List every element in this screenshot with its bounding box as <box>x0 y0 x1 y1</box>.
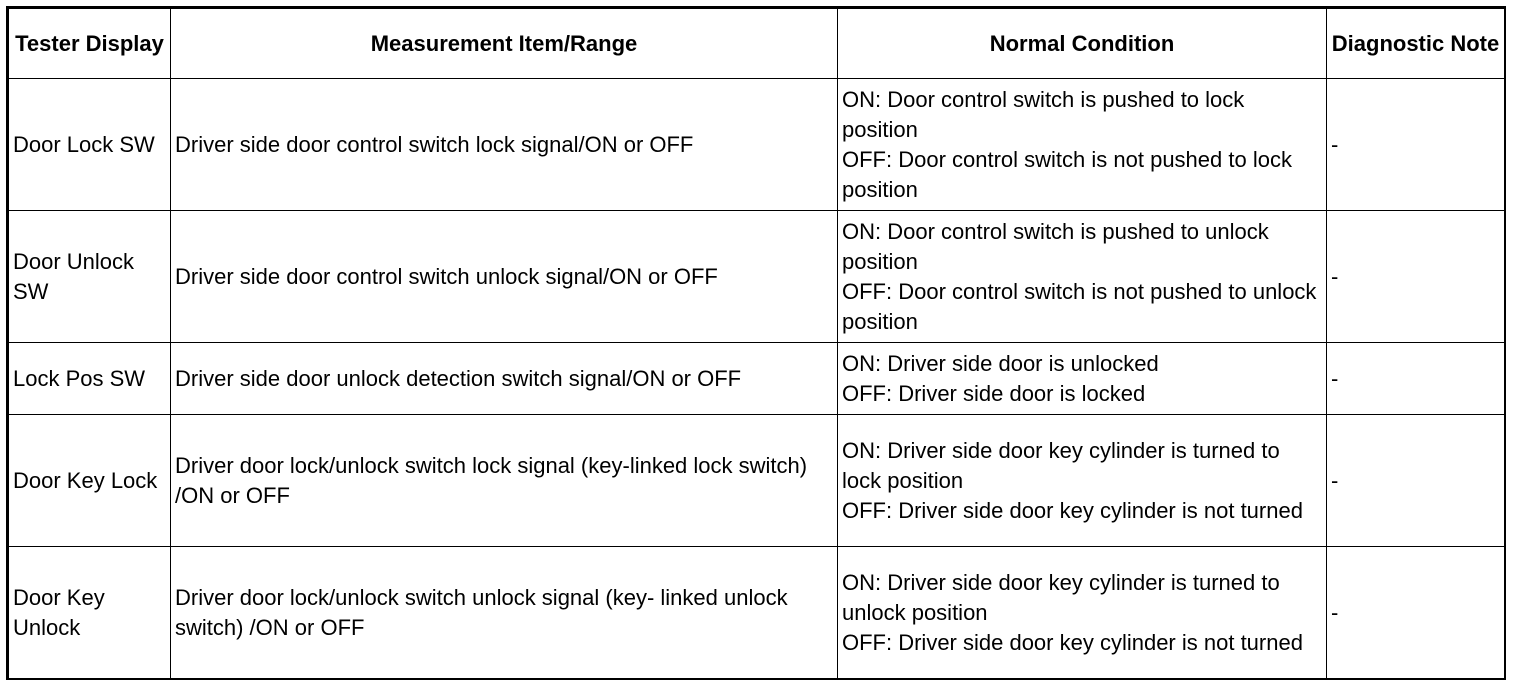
header-normal-condition: Normal Condition <box>838 9 1327 79</box>
normal-on-text: ON: Driver side door key cylinder is turned to unlock position <box>842 569 1280 625</box>
cell-diagnostic-note: - <box>1327 415 1505 547</box>
table-row <box>9 415 1505 547</box>
header-measurement: Measurement Item/Range <box>171 9 838 79</box>
cell-measurement: Driver door lock/unlock switch unlock signal (key- linked unlock switch) /ON or OFF <box>171 547 838 679</box>
data-list-table <box>8 8 1505 679</box>
cell-diagnostic-note: - <box>1327 343 1505 415</box>
table-row <box>9 79 1505 211</box>
cell-tester-display: Door Unlock SW <box>9 211 171 343</box>
normal-on-text: ON: Door control switch is pushed to unlock position <box>842 218 1269 274</box>
cell-diagnostic-note: - <box>1327 211 1505 343</box>
cell-measurement: Driver door lock/unlock switch lock signal (key-linked lock switch) /ON or OFF <box>171 415 838 547</box>
cell-measurement: Driver side door control switch lock signal/ON or OFF <box>171 79 838 211</box>
header-tester-display: Tester Display <box>9 9 171 79</box>
normal-on-text: ON: Driver side door key cylinder is turned to lock position <box>842 437 1280 493</box>
cell-diagnostic-note: - <box>1327 547 1505 679</box>
cell-normal-condition <box>838 343 1327 415</box>
cell-tester-display: Door Key Unlock <box>9 547 171 679</box>
normal-off-text: OFF: Driver side door key cylinder is not turned <box>842 629 1303 655</box>
normal-on-text: ON: Door control switch is pushed to lock position <box>842 86 1245 142</box>
cell-normal-condition <box>838 547 1327 679</box>
normal-off-text: OFF: Driver side door is locked <box>842 380 1146 406</box>
cell-tester-display: Lock Pos SW <box>9 343 171 415</box>
cell-diagnostic-note: - <box>1327 79 1505 211</box>
cell-measurement: Driver side door unlock detection switch signal/ON or OFF <box>171 343 838 415</box>
cell-normal-condition <box>838 79 1327 211</box>
table-row <box>9 211 1505 343</box>
cell-tester-display: Door Key Lock <box>9 415 171 547</box>
normal-off-text: OFF: Door control switch is not pushed to lock position <box>842 146 1292 202</box>
table-header-row <box>9 9 1505 79</box>
normal-off-text: OFF: Driver side door key cylinder is not turned <box>842 497 1303 523</box>
header-diagnostic-note: Diagnostic Note <box>1327 9 1505 79</box>
normal-on-text: ON: Driver side door is unlocked <box>842 350 1159 376</box>
table-row <box>9 343 1505 415</box>
cell-tester-display: Door Lock SW <box>9 79 171 211</box>
cell-normal-condition <box>838 415 1327 547</box>
cell-measurement: Driver side door control switch unlock signal/ON or OFF <box>171 211 838 343</box>
table-row <box>9 547 1505 679</box>
cell-normal-condition <box>838 211 1327 343</box>
normal-off-text: OFF: Door control switch is not pushed to unlock position <box>842 278 1317 334</box>
